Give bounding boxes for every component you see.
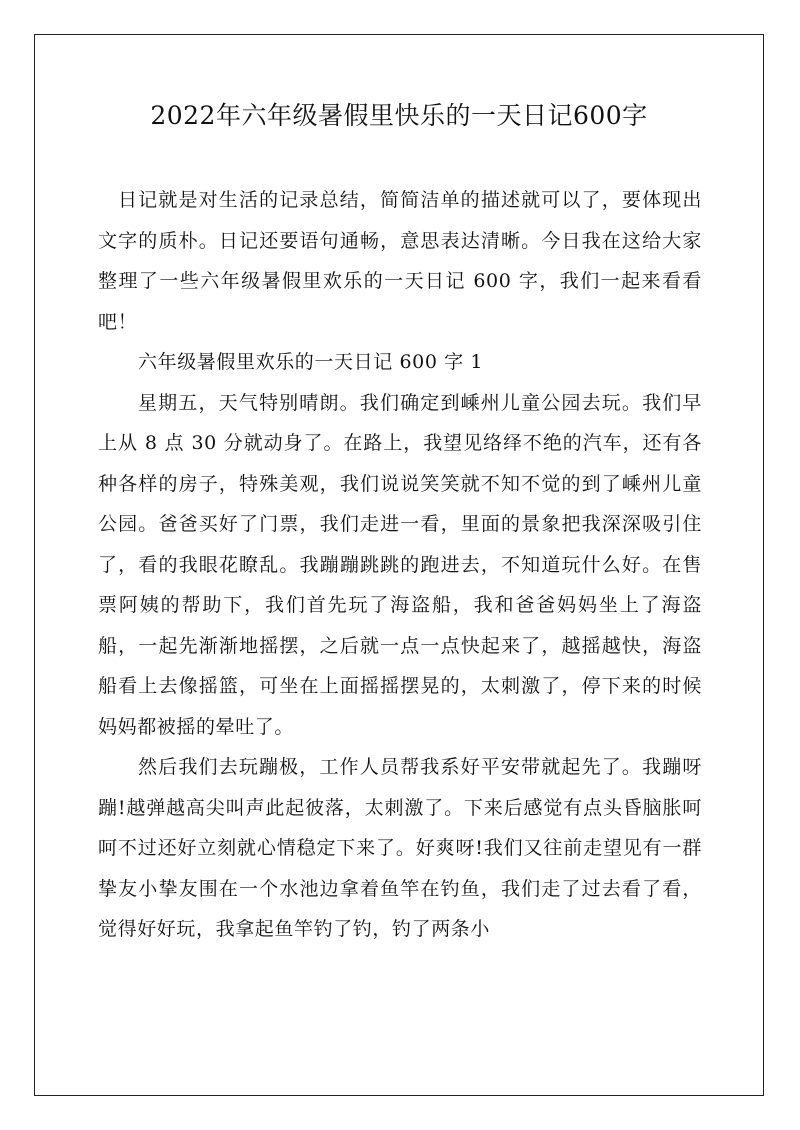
section-heading: 六年级暑假里欢乐的一天日记 600 字 1 — [138, 351, 484, 373]
document-title: 2022年六年级暑假里快乐的一天日记600字 — [150, 101, 648, 130]
document-body — [98, 180, 702, 940]
body-paragraph-1: 星期五，天气特别晴朗。我们确定到嵊州儿童公园去玩。我们早上从 8 点 30 分就动身了。在路上，我望见络绎不绝的汽车，还有各种各样的房子，特殊美观，我们说说笑笑就不知不觉的到了嵊州儿童公园。爸爸买好了门票，我们走进一看，里面的景象把我深深吸引住了，看的我眼花瞭乱。我蹦蹦跳跳的跑进去，不知道玩什么好。在售票阿姨的帮助下，我们首先玩了海盗船，我和爸爸妈妈坐上了海盗船，一起先渐渐地摇摆，之后就一点一点快起来了，越摇越快，海盗船看上去像摇篮，可坐在上面摇摇摆晃的，太刺激了，停下来的时候妈妈都被摇的晕吐了。 — [98, 391, 702, 738]
body-paragraph-2: 然后我们去玩蹦极，工作人员帮我系好平安带就起先了。我蹦呀蹦!越弹越高尖叫声此起彼落，太刺激了。下来后感觉有点头昏脑胀呵呵不过还好立刻就心情稳定下来了。好爽呀!我们又往前走望见有一群挚友小挚友围在一个水池边拿着鱼竿在钓鱼，我们走了过去看了看，觉得好好玩，我拿起鱼竿钓了钓，钓了两条小 — [98, 756, 702, 940]
intro-paragraph: 日记就是对生活的记录总结，简简洁单的描述就可以了，要体现出文字的质朴。日记还要语句通畅，意思表达清晰。今日我在这给大家整理了一些六年级暑假里欢乐的一天日记 600 字，我们一起来看看吧！ — [98, 189, 702, 333]
